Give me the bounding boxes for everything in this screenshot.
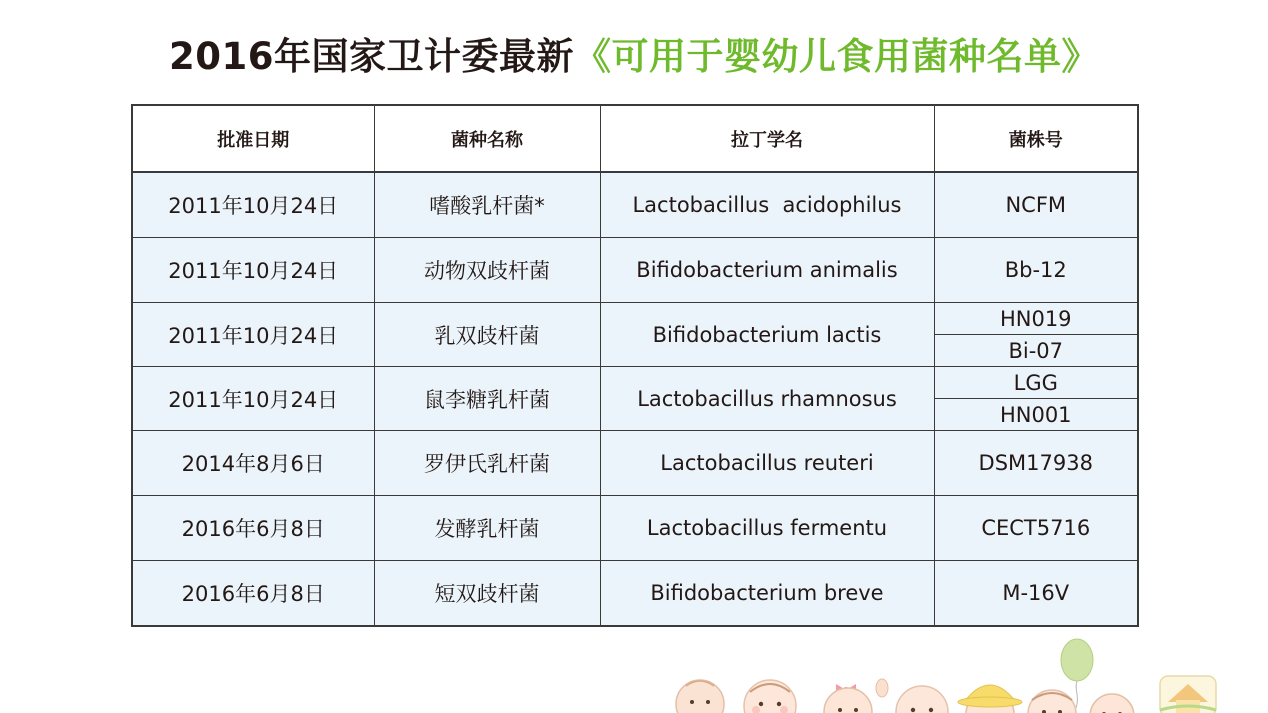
cartoon-babies-illustration <box>660 632 1260 713</box>
cell-date: 2014年8月6日 <box>132 431 374 496</box>
cell-latin: Lactobacillus fermentu <box>600 496 934 561</box>
cell-strain: DSM17938 <box>934 431 1138 496</box>
table-row <box>132 561 1138 627</box>
cell-date: 2011年10月24日 <box>132 303 374 367</box>
babies-icon <box>660 632 1260 713</box>
cell-strain: M-16V <box>934 561 1138 627</box>
cell-strain: NCFM <box>934 172 1138 238</box>
cell-date: 2011年10月24日 <box>132 172 374 238</box>
header-strain-number: 菌株号 <box>934 105 1138 172</box>
header-latin-name: 拉丁学名 <box>600 105 934 172</box>
title-prefix: 2016年国家卫计委最新 <box>169 35 574 78</box>
probiotic-strain-table <box>131 104 1139 627</box>
cell-latin: Lactobacillus acidophilus <box>600 172 934 238</box>
cell-name: 短双歧杆菌 <box>374 561 600 627</box>
table-header-row <box>132 105 1138 172</box>
cell-strain: HN019 <box>934 303 1138 335</box>
cell-name: 发酵乳杆菌 <box>374 496 600 561</box>
cell-name: 动物双歧杆菌 <box>374 238 600 303</box>
cell-latin: Lactobacillus reuteri <box>600 431 934 496</box>
cell-latin: Bifidobacterium lactis <box>600 303 934 367</box>
table-row <box>132 431 1138 496</box>
cell-strain: Bb-12 <box>934 238 1138 303</box>
cell-date: 2011年10月24日 <box>132 367 374 431</box>
cell-date: 2016年6月8日 <box>132 496 374 561</box>
table-row <box>132 496 1138 561</box>
title-highlight: 《可用于婴幼儿食用菌种名单》 <box>573 35 1099 78</box>
table-row <box>132 367 1138 399</box>
cell-latin: Lactobacillus rhamnosus <box>600 367 934 431</box>
header-approval-date: 批准日期 <box>132 105 374 172</box>
cell-latin: Bifidobacterium animalis <box>600 238 934 303</box>
table-row <box>132 172 1138 238</box>
cell-strain: LGG <box>934 367 1138 399</box>
cell-name: 乳双歧杆菌 <box>374 303 600 367</box>
cell-date: 2016年6月8日 <box>132 561 374 627</box>
cell-date: 2011年10月24日 <box>132 238 374 303</box>
cell-name: 嗜酸乳杆菌* <box>374 172 600 238</box>
cell-strain: Bi-07 <box>934 335 1138 367</box>
table-row <box>132 303 1138 335</box>
cell-strain: HN001 <box>934 399 1138 431</box>
page-title <box>0 26 1268 80</box>
cell-latin: Bifidobacterium breve <box>600 561 934 627</box>
header-strain-name: 菌种名称 <box>374 105 600 172</box>
table-row <box>132 238 1138 303</box>
cell-strain: CECT5716 <box>934 496 1138 561</box>
cell-name: 罗伊氏乳杆菌 <box>374 431 600 496</box>
cell-name: 鼠李糖乳杆菌 <box>374 367 600 431</box>
